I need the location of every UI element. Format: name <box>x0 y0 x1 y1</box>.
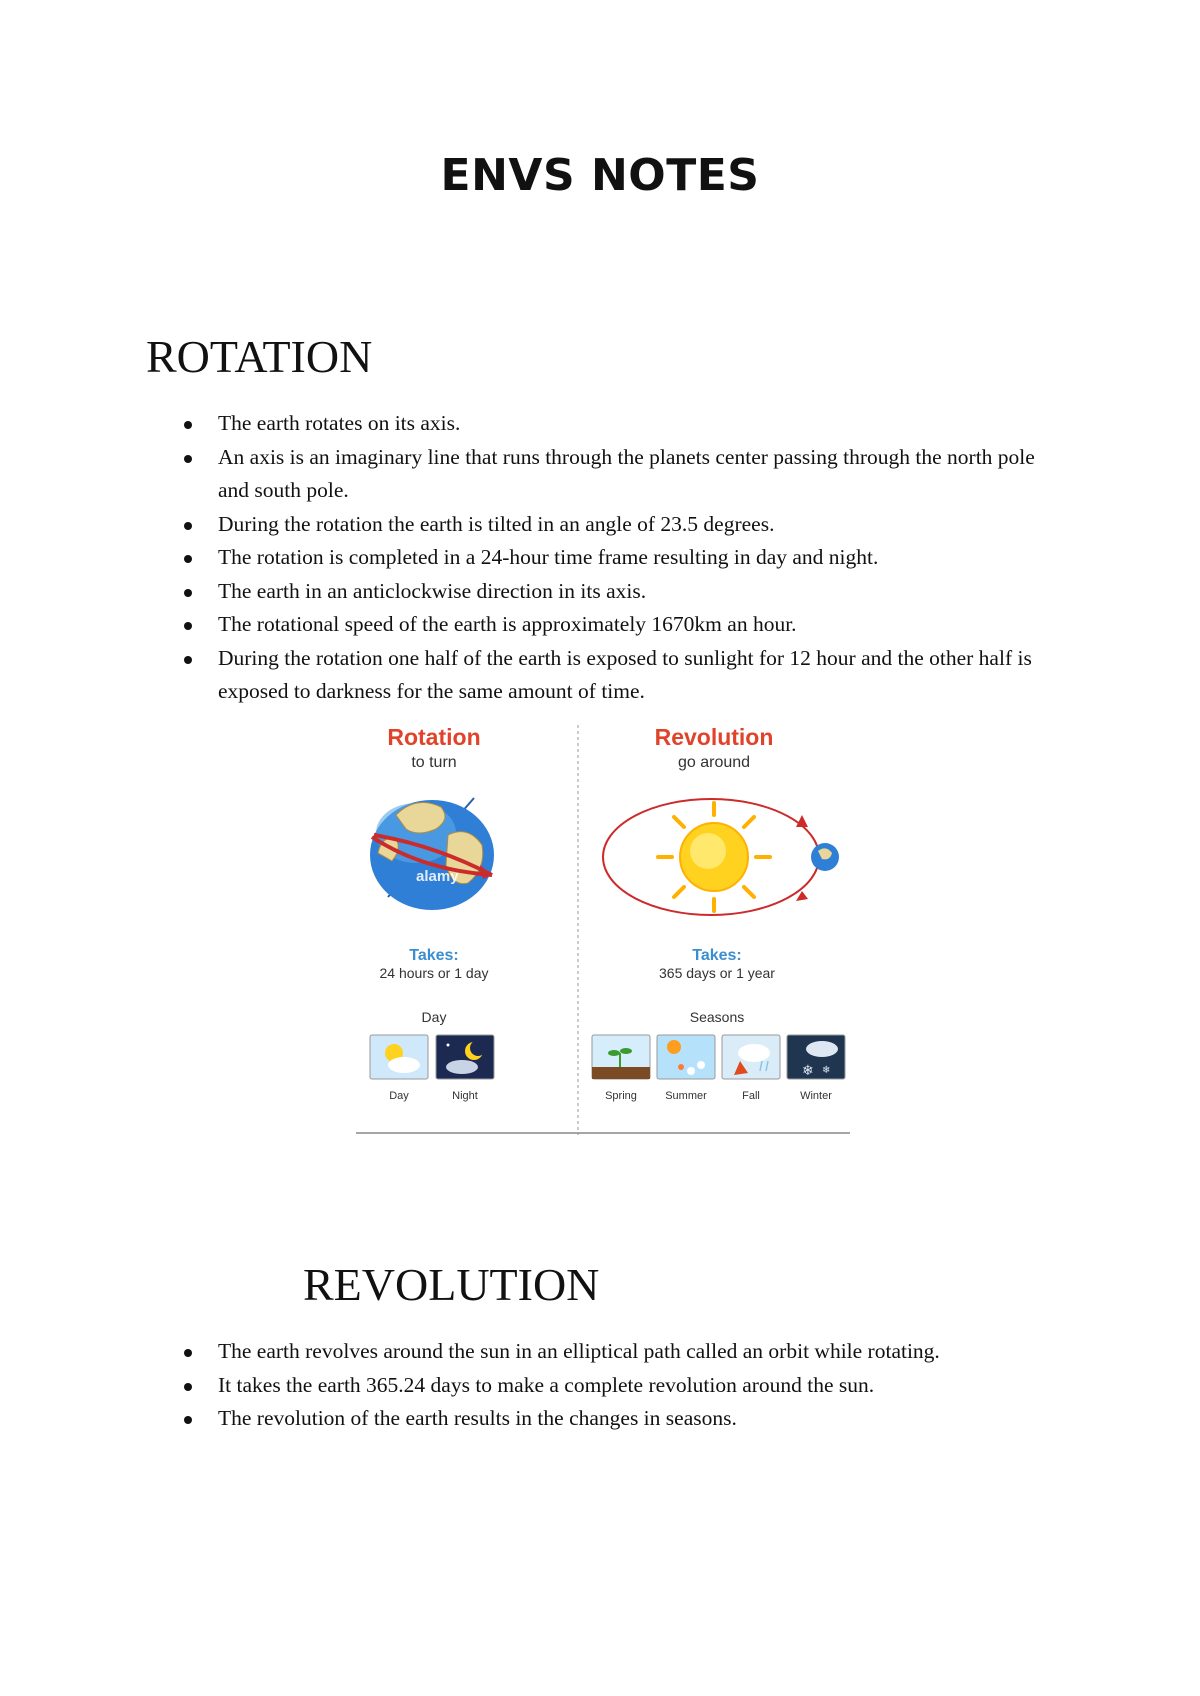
revolution-takes-label: Takes: <box>692 947 742 964</box>
tile-label: Fall <box>742 1090 760 1102</box>
list-item: During the rotation one half of the earth is exposed to sunlight for 12 hour and the other half is exposed to darkness for the same amount of time. <box>218 642 1058 709</box>
list-item: During the rotation the earth is tilted in an angle of 23.5 degrees. <box>218 508 1058 542</box>
day-tile-icon <box>370 1035 428 1079</box>
figure-illustration <box>356 715 850 1135</box>
rotation-figure-subtitle: to turn <box>411 754 457 771</box>
list-item: An axis is an imaginary line that runs through the planets center passing through the north pole and south pole. <box>218 441 1058 508</box>
list-item: It takes the earth 365.24 days to make a complete revolution around the sun. <box>218 1369 1058 1403</box>
earth-globe-icon <box>370 798 494 910</box>
rotation-takes-value: 24 hours or 1 day <box>379 965 489 981</box>
fall-tile-icon <box>722 1035 780 1079</box>
revolution-bullet-list <box>218 1335 1058 1436</box>
tile-label: Day <box>389 1090 409 1102</box>
summer-tile-icon <box>657 1035 715 1079</box>
revolution-heading: REVOLUTION <box>303 1259 600 1310</box>
rotation-takes-label: Takes: <box>409 947 459 964</box>
seasons-group-label: Seasons <box>689 1009 745 1025</box>
revolution-takes-value: 365 days or 1 year <box>659 965 775 981</box>
rotation-revolution-figure <box>356 715 850 1135</box>
tile-label: Spring <box>605 1090 637 1102</box>
list-item: The earth revolves around the sun in an elliptical path called an orbit while rotating. <box>218 1335 1058 1369</box>
page-title: ENVS NOTES <box>440 150 760 201</box>
orbit-diagram-icon <box>603 799 839 915</box>
list-item: The rotation is completed in a 24-hour time frame resulting in day and night. <box>218 541 1058 575</box>
svg-text:❄: ❄ <box>802 1064 814 1079</box>
rotation-figure-title: Rotation <box>387 724 481 750</box>
svg-text:❄: ❄ <box>822 1065 831 1076</box>
rotation-bullet-list <box>218 407 1058 709</box>
rotation-heading: ROTATION <box>146 331 373 382</box>
day-group-label: Day <box>421 1009 447 1025</box>
tile-label: Winter <box>800 1090 832 1102</box>
list-item: The revolution of the earth results in the changes in seasons. <box>218 1402 1058 1436</box>
list-item: The rotational speed of the earth is approximately 1670km an hour. <box>218 608 1058 642</box>
revolution-figure-title: Revolution <box>654 724 774 750</box>
tile-label: Night <box>452 1090 478 1102</box>
spring-tile-icon <box>592 1035 650 1079</box>
watermark-text: alamy <box>416 868 459 885</box>
night-tile-icon <box>436 1035 494 1079</box>
list-item: The earth rotates on its axis. <box>218 407 1058 441</box>
winter-tile-icon <box>787 1035 845 1079</box>
tile-label: Summer <box>665 1090 707 1102</box>
revolution-figure-subtitle: go around <box>677 754 751 771</box>
list-item: The earth in an anticlockwise direction in its axis. <box>218 575 1058 609</box>
